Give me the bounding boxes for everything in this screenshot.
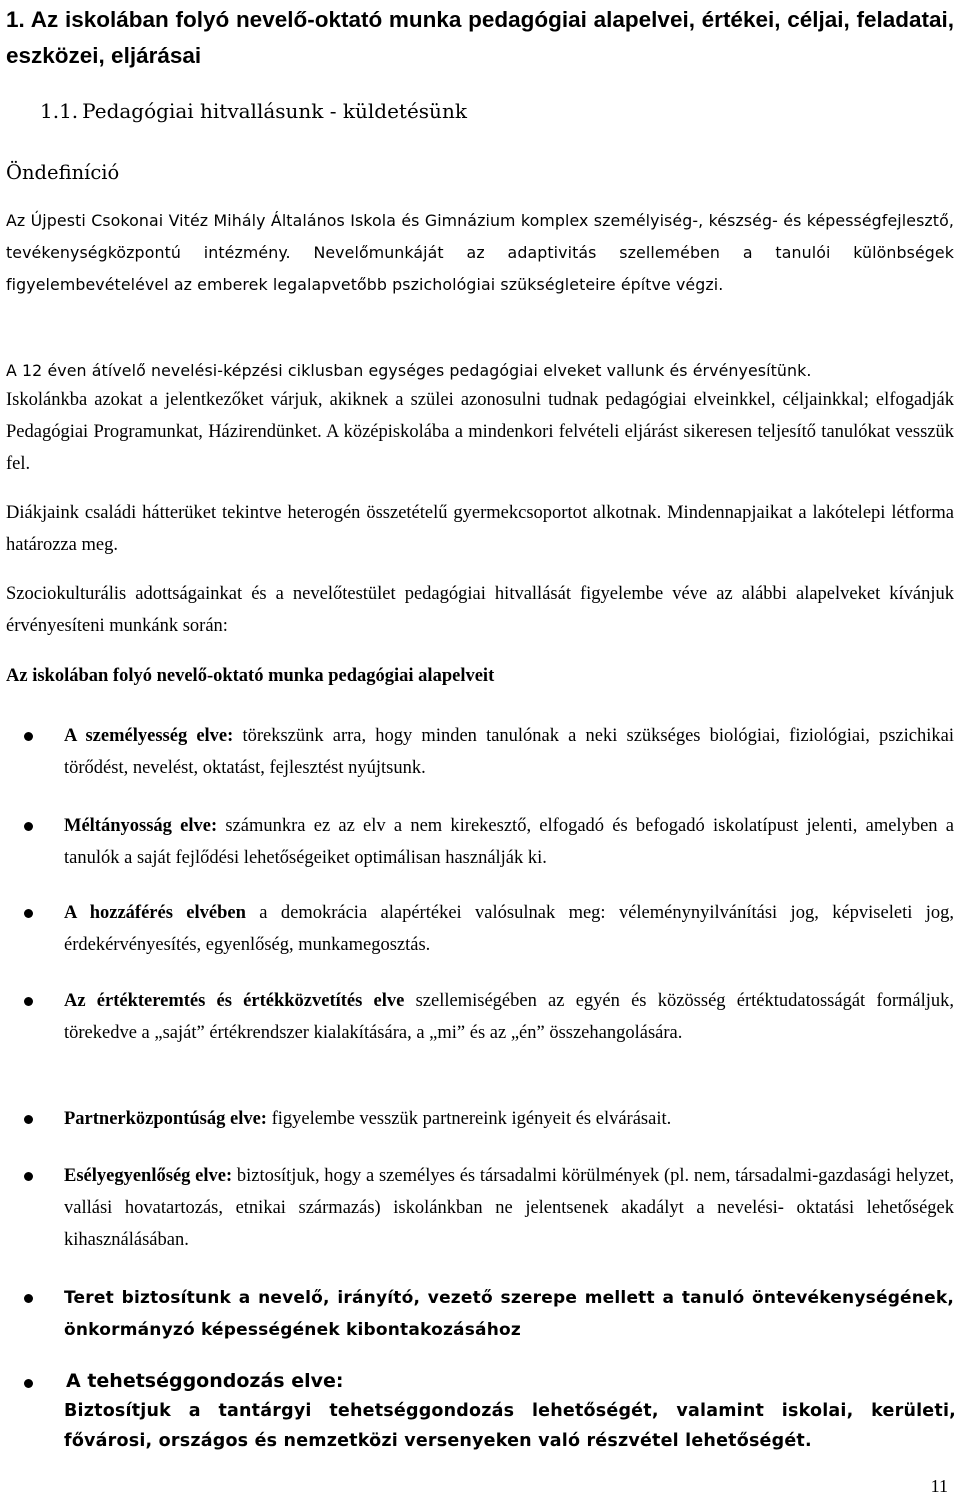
paragraph-students: Diákjaink családi hátterüket tekintve heterogén összetételű gyermekcsoportot alkotnak. Mindennapjaikat a lakótelepi létforma határozza meg. bbox=[6, 503, 954, 555]
subsection-heading: Öndefiníció bbox=[6, 161, 120, 184]
page-number: 11 bbox=[930, 1476, 948, 1496]
bullet-icon bbox=[24, 909, 33, 918]
principle-text: szellemiségében az egyén és közösség értéktudatosságát formáljuk, törekedve a „saját” értékrendszer kialakítására, a „mi” és az „én” összehangolására. bbox=[64, 991, 954, 1043]
chapter-title: Az iskolában folyó nevelő-oktató munka pedagógiai alapelvei, értékei, céljai, feladatai, eszközei, eljárásai bbox=[6, 7, 954, 68]
bullet-icon bbox=[24, 822, 33, 831]
principle-term: A személyesség elve: bbox=[64, 726, 234, 746]
paragraph-self-definition: Az Újpesti Csokonai Vitéz Mihály Általános Iskola és Gimnázium komplex személyiség-, készség- és képességfejlesztő, tevékenységközpontú intézmény. Nevelőmunkáját az adaptivitás szellemében a tanulói különbségek figyelembevételével az emberek legalapvetőbb pszichológiai szükségleteire építve végzi. bbox=[6, 211, 954, 294]
chapter-number: 1. bbox=[6, 7, 25, 32]
principle-term: Esélyegyenlőség elve: bbox=[64, 1166, 233, 1186]
section-number: 1.1. bbox=[40, 99, 79, 123]
principle-text: Teret biztosítunk a nevelő, irányító, vezető szerepe mellett a tanuló öntevékenységének, önkormányzó képességének kibontakozásához bbox=[64, 1288, 954, 1340]
principle-text: törekszünk arra, hogy minden tanulónak a neki szükséges biológiai, fiziológiai, pszichikai törődést, nevelést, oktatást, fejlesztést nyújtsunk. bbox=[64, 726, 954, 778]
paragraph-admission: Iskolánkba azokat a jelentkezőket várjuk, akiknek a szülei azonosulni tudnak pedagógiai elveinkkel, céljainkkal; elfogadják Pedagógiai Programunkat, Házirendünket. A középiskolába a mindenkori felvételi eljárást sikeresen teljesítő tanulókat vesszük fel. bbox=[6, 390, 954, 474]
principle-term: Méltányosság elve: bbox=[64, 816, 218, 836]
bullet-icon bbox=[24, 1172, 33, 1181]
paragraph-principles-intro: A 12 éven átívelő nevelési-képzési ciklusban egységes pedagógiai elveket vallunk és érvényesítünk. bbox=[6, 361, 812, 380]
paragraph-sociocultural: Szociokulturális adottságainkat és a nevelőtestület pedagógiai hitvallását figyelembe véve az alábbi alapelveket kívánjuk érvényesíteni munkánk során: bbox=[6, 584, 954, 636]
bullet-icon bbox=[24, 1379, 33, 1388]
principle-title: A tehetséggondozás elve: bbox=[66, 1370, 344, 1392]
bullet-icon bbox=[24, 1294, 33, 1303]
section-title: Pedagógiai hitvallásunk - küldetésünk bbox=[82, 99, 467, 123]
bullet-icon bbox=[24, 732, 33, 741]
principle-text: számunkra ez az elv a nem kirekesztő, elfogadó és befogadó iskolatípust jelenti, amelyben a tanulók a saját fejlődési lehetőségeiket optimálisan használják ki. bbox=[64, 816, 954, 868]
principle-text: figyelembe vesszük partnereink igényeit és elvárásait. bbox=[266, 1109, 672, 1129]
principle-text: biztosítjuk, hogy a személyes és társadalmi körülmények (pl. nem, társadalmi-gazdasági helyzet, vallási hovatartozás, etnikai származás) iskolánkban ne jelentsenek akadályt a nevelési- oktatási lehetőségek kihasználásában. bbox=[64, 1166, 955, 1250]
principles-heading: Az iskolában folyó nevelő-oktató munka pedagógiai alapelveit bbox=[6, 666, 495, 686]
bullet-icon bbox=[24, 997, 33, 1006]
bullet-icon bbox=[24, 1115, 33, 1124]
principle-text: Biztosítjuk a tantárgyi tehetséggondozás lehetőségét, valamint iskolai, kerületi, fővárosi, országos és nemzetközi versenyeken való részvétel lehetőségét. bbox=[64, 1401, 956, 1451]
section-heading bbox=[40, 95, 940, 127]
principle-term: A hozzáférés elvében bbox=[64, 903, 246, 923]
chapter-heading bbox=[6, 2, 954, 74]
principle-term: Partnerközpontúság elve: bbox=[64, 1109, 267, 1129]
principle-term: Az értékteremtés és értékközvetítés elve bbox=[64, 991, 405, 1011]
principle-text: a demokrácia alapértékei valósulnak meg: véleménynyilvánítási jog, képviseleti jog, érdekérvényesítés, egyenlőség, munkamegosztás. bbox=[64, 903, 954, 955]
